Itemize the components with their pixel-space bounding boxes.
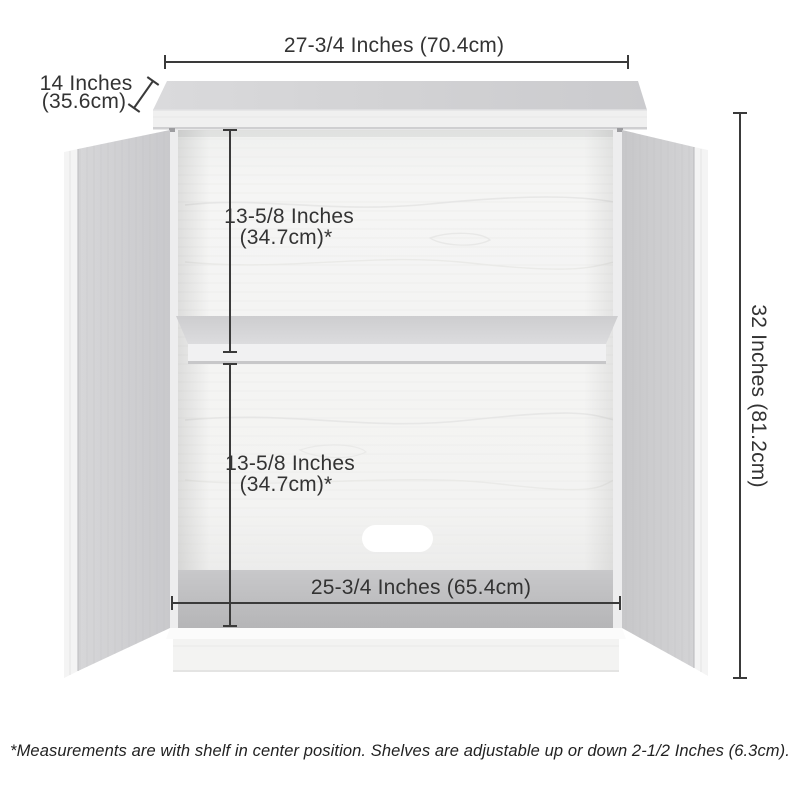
cable-cutout [362, 525, 433, 552]
depth-dimension-line [128, 77, 158, 112]
left-side-panel-edge [169, 130, 178, 628]
base [166, 628, 626, 672]
depth-label-line2: (35.6cm) [41, 90, 127, 113]
lower-section-label-line2: (34.7cm)* [239, 473, 333, 496]
lower-section-label-line1: 13-5/8 Inches [225, 452, 355, 475]
right-side-panel-edge [613, 130, 622, 628]
height-dimension-line [733, 113, 747, 678]
upper-section-label-line1: 13-5/8 Inches [224, 205, 354, 228]
top-width-label: 27-3/4 Inches (70.4cm) [283, 34, 505, 57]
right-door [622, 130, 708, 676]
measurement-footnote: *Measurements are with shelf in center position. Shelves are adjustable up or down 2-1/2 Inches (6.3cm). [10, 742, 790, 760]
left-door [64, 130, 170, 678]
depth-label-line1: 14 Inches [39, 72, 133, 95]
cabinet-top [153, 81, 647, 130]
interior-width-label: 25-3/4 Inches (65.4cm) [310, 576, 532, 599]
height-label: 32 Inches (81.2cm) [747, 304, 770, 488]
upper-section-label-line2: (34.7cm)* [239, 226, 333, 249]
top-width-dimension-line [165, 55, 628, 69]
shelf [176, 316, 618, 364]
